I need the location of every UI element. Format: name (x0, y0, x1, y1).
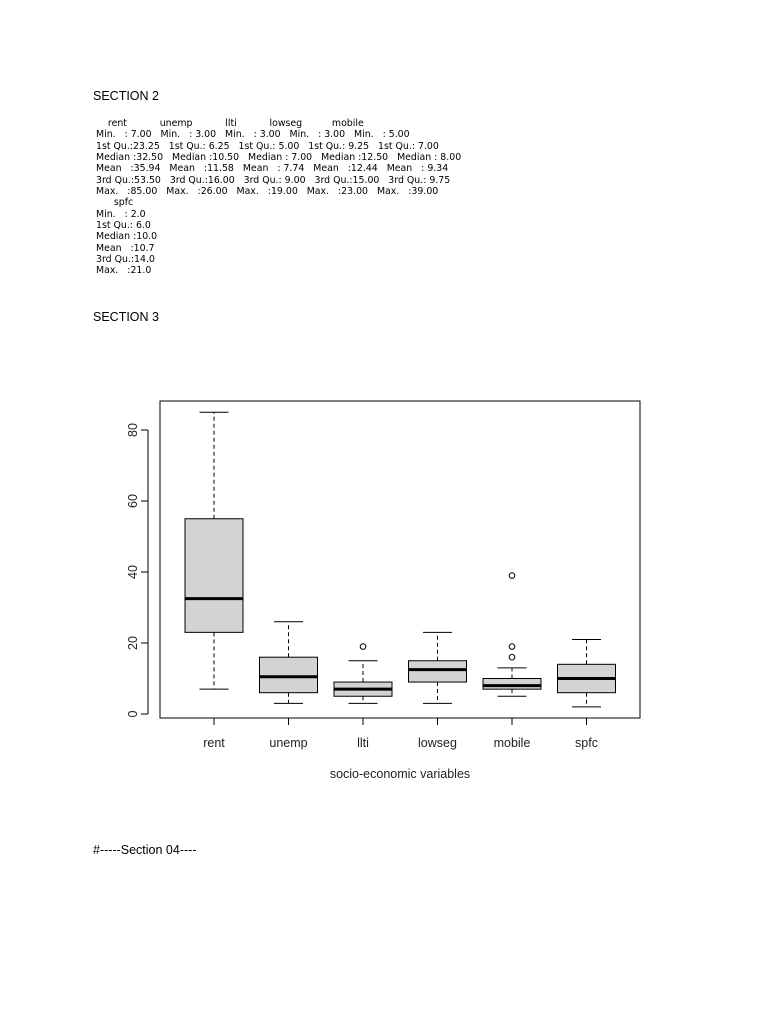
y-tick-label: 40 (126, 565, 140, 579)
box-llti (334, 644, 392, 704)
outlier-point (509, 644, 515, 650)
y-axis (126, 423, 148, 717)
section-4-heading: #-----Section 04---- (93, 843, 197, 857)
y-tick-label: 20 (126, 636, 140, 650)
section-2-heading: SECTION 2 (93, 89, 159, 103)
box-series (185, 412, 616, 707)
x-tick-label: mobile (493, 736, 531, 750)
y-tick-label: 80 (126, 423, 140, 437)
box-lowseg (409, 632, 467, 703)
summary-line: Min. : 2.0 (96, 208, 152, 220)
summary-line: Max. :85.00 Max. :26.00 Max. :19.00 Max. :23.00 Max. :39.00 (96, 186, 445, 198)
box-mobile (483, 573, 541, 697)
summary-line: rent unemp llti lowseg mobile (96, 118, 376, 129)
box-unemp (260, 622, 318, 704)
x-tick-label: lowseg (418, 736, 457, 750)
outlier-point (360, 644, 366, 650)
interquartile-box (409, 661, 467, 682)
summary-line: Mean :10.7 (96, 242, 161, 254)
interquartile-box (483, 679, 541, 690)
summary-line: Median :10.0 (96, 231, 164, 243)
boxplot-chart (0, 380, 768, 810)
box-rent (185, 412, 243, 689)
summary-line: 1st Qu.:23.25 1st Qu.: 6.25 1st Qu.: 5.00 1st Qu.: 9.25 1st Qu.: 7.00 (96, 140, 445, 152)
y-tick-label: 60 (126, 494, 140, 508)
section-3-heading: SECTION 3 (93, 310, 159, 324)
summary-line: 3rd Qu.:53.50 3rd Qu.:16.00 3rd Qu.: 9.00 3rd Qu.:15.00 3rd Qu.: 9.75 (96, 174, 457, 186)
summary-line: 1st Qu.: 6.0 (96, 220, 157, 232)
x-tick-label: rent (203, 736, 225, 750)
summary-statistics-output (96, 118, 467, 277)
interquartile-box (185, 519, 243, 633)
x-tick-label: unemp (269, 736, 308, 750)
x-tick-label: spfc (575, 736, 598, 750)
summary-line: 3rd Qu.:14.0 (96, 254, 161, 266)
outlier-point (509, 573, 515, 579)
summary-line: Min. : 7.00 Min. : 3.00 Min. : 3.00 Min. : 3.00 Min. : 5.00 (96, 129, 416, 141)
summary-line: Max. :21.0 (96, 265, 158, 277)
interquartile-box (260, 657, 318, 693)
box-spfc (558, 639, 616, 706)
x-axis (203, 718, 598, 750)
x-tick-label: llti (357, 736, 369, 750)
outlier-point (509, 654, 515, 660)
y-tick-label: 0 (126, 710, 140, 718)
summary-line: spfc (96, 197, 149, 209)
summary-line: Mean :35.94 Mean :11.58 Mean : 7.74 Mean :12.44 Mean : 9.34 (96, 163, 455, 175)
summary-line: Median :32.50 Median :10.50 Median : 7.00 Median :12.50 Median : 8.00 (96, 152, 468, 164)
x-axis-label: socio-economic variables (329, 767, 471, 781)
